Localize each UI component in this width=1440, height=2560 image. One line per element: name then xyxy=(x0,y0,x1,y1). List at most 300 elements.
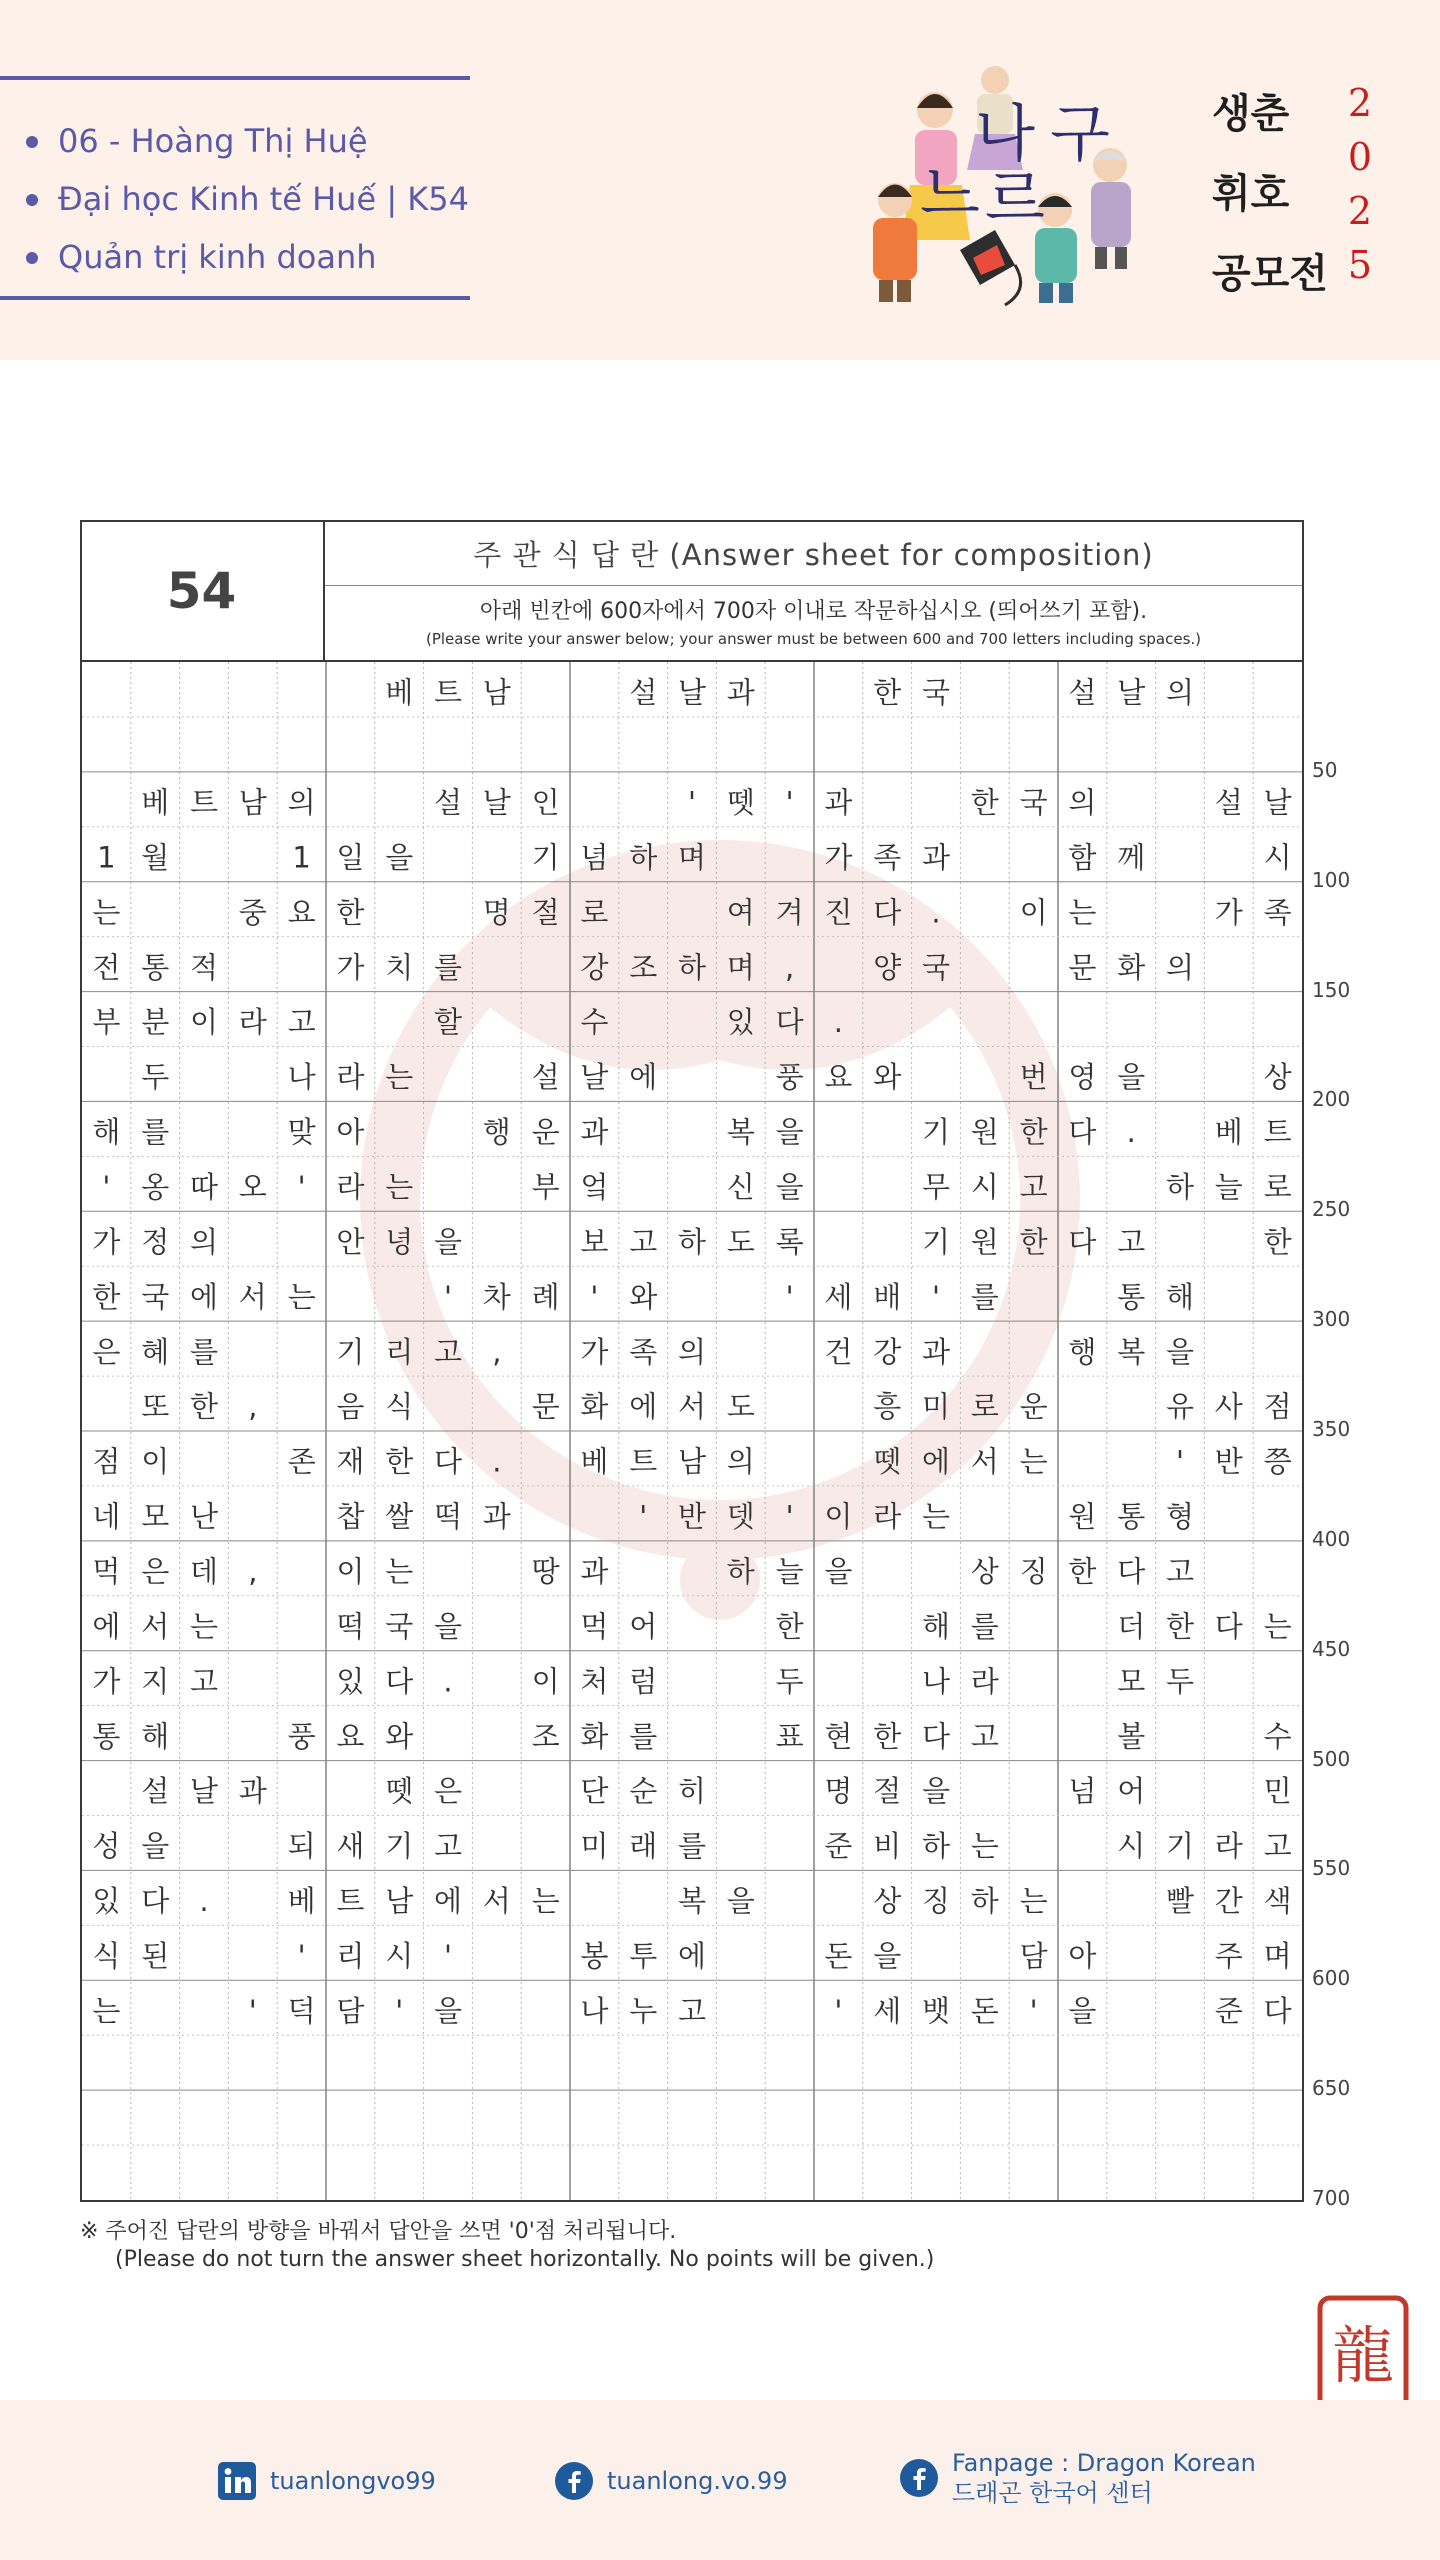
answer-char: 는 xyxy=(531,1884,560,1919)
answer-char: 차 xyxy=(482,1279,511,1314)
answer-char: 형 xyxy=(1165,1499,1195,1534)
answer-char: 이 xyxy=(336,1554,365,1589)
answer-char: 모 xyxy=(1117,1664,1146,1699)
answer-char: 는 xyxy=(1019,1444,1048,1479)
answer-char: . xyxy=(1126,1115,1136,1150)
answer-char: , xyxy=(248,1389,258,1424)
answer-char: 더 xyxy=(1117,1609,1146,1644)
answer-char: 고 xyxy=(1019,1170,1048,1205)
answer-char: 녕 xyxy=(385,1224,414,1259)
answer-char: 1 xyxy=(292,840,311,875)
sheet-notice xyxy=(80,2218,934,2274)
answer-char: 족 xyxy=(1263,895,1292,930)
line-count-mark: 400 xyxy=(1312,1526,1351,1551)
answer-char: 표 xyxy=(775,1719,804,1754)
answer-char: 떡 xyxy=(336,1609,365,1644)
answer-char: 준 xyxy=(824,1829,853,1864)
answer-char: 넘 xyxy=(1068,1774,1097,1809)
answer-char: 남 xyxy=(482,675,511,710)
answer-char: 라 xyxy=(970,1664,999,1699)
answer-char: 서 xyxy=(482,1884,511,1919)
answer-char: 가 xyxy=(336,950,365,985)
instruction-korean: 아래 빈칸에 600자에서 700자 이내로 작문하십시오 (띄어쓰기 포함). xyxy=(479,599,1148,624)
facebook-icon xyxy=(555,2462,593,2500)
answer-char: 기 xyxy=(385,1829,414,1864)
answer-char: 리 xyxy=(385,1334,414,1369)
answer-char: 이 xyxy=(189,1005,219,1040)
answer-char: 반 xyxy=(677,1499,707,1534)
answer-sheet-title: 주 관 식 답 란 (Answer sheet for composition) xyxy=(325,522,1302,586)
answer-char: 기 xyxy=(336,1334,365,1369)
answer-char: 을 xyxy=(726,1884,755,1919)
answer-char: 고 xyxy=(1165,1554,1195,1589)
answer-char: 트 xyxy=(189,785,219,820)
answer-char: 에 xyxy=(92,1609,121,1644)
answer-char: 명 xyxy=(824,1774,853,1809)
line-count-mark: 450 xyxy=(1312,1636,1351,1661)
answer-char: 정 xyxy=(141,1224,170,1259)
answer-char: 다 xyxy=(385,1664,414,1699)
answer-char: 라 xyxy=(336,1060,365,1095)
answer-char: 고 xyxy=(287,1005,316,1040)
answer-char: 고 xyxy=(1117,1224,1146,1259)
answer-char: 통 xyxy=(1117,1279,1146,1314)
answer-char: 와 xyxy=(873,1060,902,1095)
answer-char: 점 xyxy=(1263,1389,1292,1424)
answer-char: 히 xyxy=(677,1774,707,1809)
answer-char: 담 xyxy=(336,1993,365,2028)
answer-char: 를 xyxy=(970,1609,999,1644)
answer-char: 다 xyxy=(873,895,902,930)
answer-char: 설 xyxy=(531,1060,560,1095)
answer-char: 상 xyxy=(873,1884,902,1919)
answer-char: 을 xyxy=(1068,1993,1097,2028)
answer-char: 하 xyxy=(970,1884,999,1919)
answer-char: 수 xyxy=(1263,1719,1292,1754)
answer-char: 남 xyxy=(238,785,267,820)
logo-letter: 르 xyxy=(985,162,1045,235)
answer-char: 혜 xyxy=(141,1334,170,1369)
answer-char: 며 xyxy=(726,950,755,985)
answer-char: 서 xyxy=(141,1609,170,1644)
answer-char: 요 xyxy=(336,1719,365,1754)
answer-char: 해 xyxy=(921,1609,951,1644)
answer-char: 누 xyxy=(629,1993,658,2028)
answer-char: 고 xyxy=(433,1334,463,1369)
instruction-english: (Please write your answer below; your answer must be between 600 and 700 letters including spaces.) xyxy=(425,630,1202,648)
participant-info xyxy=(22,112,469,286)
answer-char: 번 xyxy=(1019,1060,1048,1095)
answer-char: 과 xyxy=(726,675,755,710)
answer-char: 고 xyxy=(433,1829,463,1864)
fanpage-korean-name: 드래곤 한국어 센터 xyxy=(952,2479,1153,2507)
answer-char: 의 xyxy=(1165,675,1195,710)
answer-char: 국 xyxy=(385,1609,414,1644)
answer-char: 아 xyxy=(1068,1939,1097,1974)
answer-char: 는 xyxy=(92,1993,121,2028)
answer-char: 에 xyxy=(433,1884,463,1919)
answer-char: ' xyxy=(1176,1444,1184,1479)
answer-char: 배 xyxy=(873,1279,902,1314)
answer-char: 록 xyxy=(775,1224,804,1259)
answer-char: 의 xyxy=(726,1444,755,1479)
answer-char: 떡 xyxy=(433,1499,463,1534)
answer-char: 나 xyxy=(287,1060,316,1095)
answer-char: 뗏 xyxy=(385,1774,414,1809)
answer-char: 고 xyxy=(677,1993,707,2028)
answer-char: 징 xyxy=(1019,1554,1048,1589)
answer-char: 안 xyxy=(336,1224,365,1259)
answer-char: 럼 xyxy=(629,1664,658,1699)
answer-char: 맞 xyxy=(287,1115,316,1150)
answer-char: 국 xyxy=(1019,785,1048,820)
answer-char: 영 xyxy=(1068,1060,1097,1095)
answer-char: 는 xyxy=(287,1279,316,1314)
answer-char: 는 xyxy=(92,895,121,930)
logo-letter: 느 xyxy=(920,157,980,230)
answer-char: 덕 xyxy=(287,1993,316,2028)
answer-char: 네 xyxy=(92,1499,121,1534)
answer-char: 유 xyxy=(1165,1389,1195,1424)
divider-top xyxy=(0,76,470,80)
answer-char: 비 xyxy=(873,1829,902,1864)
answer-char: 문 xyxy=(531,1389,560,1424)
contest-title-line: 공모전 xyxy=(1212,250,1328,297)
year-digit: 0 xyxy=(1347,135,1373,179)
answer-char: 국 xyxy=(921,950,951,985)
answer-char: 화 xyxy=(580,1389,609,1424)
fanpage-name: Fanpage : Dragon Korean xyxy=(952,2449,1256,2477)
question-number: 54 xyxy=(80,522,325,660)
year-digit: 5 xyxy=(1347,243,1373,287)
answer-char: 로 xyxy=(970,1389,999,1424)
answer-char: 를 xyxy=(189,1334,219,1369)
contest-title-line: 휘호 xyxy=(1212,170,1290,217)
answer-char: 절 xyxy=(873,1774,902,1809)
answer-char: 은 xyxy=(141,1554,170,1589)
answer-char: 미 xyxy=(580,1829,609,1864)
answer-char: 있 xyxy=(92,1884,121,1919)
answer-char: 기 xyxy=(531,840,560,875)
answer-char: 하 xyxy=(1165,1170,1195,1205)
answer-char: 하 xyxy=(921,1829,951,1864)
answer-char: 을 xyxy=(385,840,414,875)
answer-char: ' xyxy=(785,785,794,820)
answer-char: 날 xyxy=(1117,675,1146,710)
answer-char: 단 xyxy=(580,1774,609,1809)
answer-char: 라 xyxy=(336,1170,365,1205)
answer-char: 늘 xyxy=(1214,1170,1243,1205)
answer-char: ' xyxy=(834,1993,843,2028)
answer-char: 명 xyxy=(482,895,511,930)
answer-char: 의 xyxy=(287,785,316,820)
answer-char: 상 xyxy=(970,1554,999,1589)
answer-char: 은 xyxy=(433,1774,463,1809)
answer-char: 가 xyxy=(1214,895,1243,930)
answer-char: . xyxy=(931,895,941,930)
answer-char: 해 xyxy=(1165,1279,1195,1314)
answer-char: 기 xyxy=(921,1224,951,1259)
answer-char: 에 xyxy=(677,1939,707,1974)
answer-char: 겨 xyxy=(775,895,804,930)
answer-char: 설 xyxy=(1068,675,1097,710)
answer-char: 가 xyxy=(580,1334,609,1369)
answer-char: 고 xyxy=(970,1719,999,1754)
answer-char: 국 xyxy=(921,675,951,710)
answer-char: 을 xyxy=(141,1829,170,1864)
answer-char: 한 xyxy=(92,1279,121,1314)
answer-char: 어 xyxy=(1117,1774,1146,1809)
answer-char: 족 xyxy=(873,840,902,875)
answer-char: 는 xyxy=(189,1609,219,1644)
answer-char: 재 xyxy=(336,1444,365,1479)
answer-char: 을 xyxy=(775,1115,804,1150)
facebook-link[interactable] xyxy=(555,2462,788,2500)
answer-char: 다 xyxy=(433,1444,463,1479)
answer-char: 을 xyxy=(824,1554,853,1589)
answer-char: 한 xyxy=(1019,1115,1048,1150)
answer-char: 복 xyxy=(677,1884,707,1919)
answer-char: 시 xyxy=(970,1170,999,1205)
answer-char: 은 xyxy=(92,1334,121,1369)
svg-text:龍: 龍 xyxy=(1331,2319,1395,2392)
answer-char: 로 xyxy=(580,895,609,930)
answer-char: 복 xyxy=(1117,1334,1146,1369)
answer-char: 을 xyxy=(433,1993,463,2028)
answer-char: 화 xyxy=(580,1719,609,1754)
header xyxy=(0,0,1440,360)
answer-char: 나 xyxy=(580,1993,609,2028)
answer-char: . xyxy=(833,1005,844,1040)
notice-english: (Please do not turn the answer sheet horizontally. No points will be given.) xyxy=(115,2247,935,2272)
answer-char: 날 xyxy=(482,785,511,820)
answer-char: 수 xyxy=(580,1005,609,1040)
answer-char: 남 xyxy=(677,1444,707,1479)
answer-char: 며 xyxy=(1263,1939,1292,1974)
answer-char: ' xyxy=(444,1939,452,1974)
answer-char: 을 xyxy=(775,1170,804,1205)
answer-char: 볼 xyxy=(1117,1719,1146,1754)
answer-char: 을 xyxy=(1117,1060,1146,1095)
answer-char: 라 xyxy=(873,1499,902,1534)
answer-char: 다 xyxy=(1117,1554,1146,1589)
fanpage-link[interactable] xyxy=(900,2448,1256,2508)
line-count-mark: 200 xyxy=(1312,1087,1351,1112)
answer-char: 베 xyxy=(580,1444,609,1479)
answer-char: 다 xyxy=(1068,1224,1097,1259)
answer-char: 에 xyxy=(629,1060,658,1095)
answer-char: 해 xyxy=(141,1719,170,1754)
answer-char: 복 xyxy=(726,1115,755,1150)
answer-char: 가 xyxy=(824,840,853,875)
contest-title xyxy=(1212,74,1328,314)
answer-char: 적 xyxy=(189,950,219,985)
answer-char: 와 xyxy=(629,1279,658,1314)
answer-char: 를 xyxy=(677,1829,707,1864)
answer-char: 일 xyxy=(336,840,365,875)
answer-char: 를 xyxy=(970,1279,999,1314)
answer-char: 의 xyxy=(677,1334,707,1369)
answer-char: 뱃 xyxy=(921,1993,951,2028)
answer-char: 인 xyxy=(531,785,560,820)
line-count-mark: 600 xyxy=(1312,1966,1351,1991)
answer-char: 과 xyxy=(580,1554,609,1589)
answer-char: 돈 xyxy=(824,1939,853,1974)
answer-char: 하 xyxy=(629,840,658,875)
answer-char: 함 xyxy=(1068,840,1097,875)
answer-char: ' xyxy=(297,1939,306,1974)
answer-char: 이 xyxy=(824,1499,853,1534)
answer-char: 미 xyxy=(921,1389,951,1424)
answer-char: ' xyxy=(590,1279,599,1314)
answer-char: 강 xyxy=(873,1334,902,1369)
answer-char: 새 xyxy=(336,1829,365,1864)
answer-char: 라 xyxy=(238,1005,267,1040)
answer-char: 투 xyxy=(629,1939,658,1974)
answer-char: ' xyxy=(1029,1993,1038,2028)
answer-char: 존 xyxy=(287,1444,316,1479)
answer-char: 하 xyxy=(677,1224,707,1259)
answer-char: 늘 xyxy=(775,1554,804,1589)
participant-id-name: 06 - Hoàng Thị Huệ xyxy=(22,112,469,170)
linkedin-icon xyxy=(218,2462,256,2500)
answer-char: 설 xyxy=(433,785,463,820)
answer-char: 부 xyxy=(531,1170,560,1205)
answer-char: 담 xyxy=(1019,1939,1048,1974)
answer-char: 과 xyxy=(921,840,951,875)
answer-char: 도 xyxy=(726,1224,755,1259)
answer-char: ' xyxy=(444,1279,452,1314)
answer-char: 한 xyxy=(189,1389,219,1424)
answer-char: 1 xyxy=(97,840,116,875)
answer-char: 찹 xyxy=(336,1499,365,1534)
answer-char: 기 xyxy=(921,1115,951,1150)
answer-char: 원 xyxy=(1068,1499,1097,1534)
answer-char: 시 xyxy=(1117,1829,1146,1864)
answer-char: 간 xyxy=(1214,1884,1243,1919)
answer-char: 의 xyxy=(1068,785,1097,820)
answer-char: 고 xyxy=(629,1224,658,1259)
answer-char: 이 xyxy=(1019,895,1048,930)
answer-char: 반 xyxy=(1214,1444,1243,1479)
answer-char: 한 xyxy=(385,1444,414,1479)
answer-char: 통 xyxy=(92,1719,121,1754)
answer-grid xyxy=(82,662,1302,2200)
answer-char: 을 xyxy=(873,1939,902,1974)
answer-char: 난 xyxy=(189,1499,219,1534)
answer-char: 건 xyxy=(824,1334,853,1369)
line-count-mark: 250 xyxy=(1312,1197,1351,1222)
answer-char: 다 xyxy=(921,1719,951,1754)
answer-char: 를 xyxy=(433,950,463,985)
answer-char: 지 xyxy=(141,1664,170,1699)
answer-char: 한 xyxy=(1068,1554,1097,1589)
answer-char: 한 xyxy=(873,1719,902,1754)
answer-char: 된 xyxy=(141,1939,170,1974)
linkedin-link[interactable] xyxy=(218,2462,436,2500)
answer-char: 식 xyxy=(92,1939,121,1974)
answer-char: 베 xyxy=(385,675,414,710)
answer-char: 베 xyxy=(287,1884,316,1919)
answer-char: 한 xyxy=(336,895,365,930)
contest-logo xyxy=(855,60,1165,310)
answer-char: 는 xyxy=(385,1554,414,1589)
answer-char: 먹 xyxy=(92,1554,121,1589)
answer-char: 기 xyxy=(1165,1829,1195,1864)
answer-char: 땅 xyxy=(531,1554,560,1589)
answer-char: 날 xyxy=(580,1060,609,1095)
answer-char: 봉 xyxy=(580,1939,609,1974)
answer-char: 과 xyxy=(482,1499,511,1534)
line-count-mark: 300 xyxy=(1312,1307,1351,1332)
answer-char: 서 xyxy=(970,1444,999,1479)
answer-char: . xyxy=(199,1884,209,1919)
divider-bottom xyxy=(0,296,470,300)
answer-char: 뗏 xyxy=(726,785,755,820)
linkedin-handle: tuanlongvo99 xyxy=(270,2467,436,2495)
answer-char: 점 xyxy=(92,1444,121,1479)
answer-char: 쯩 xyxy=(1263,1444,1292,1479)
answer-char: 트 xyxy=(1263,1115,1292,1150)
answer-char: 준 xyxy=(1214,1993,1243,2028)
answer-char: 쌀 xyxy=(385,1499,414,1534)
answer-char: 설 xyxy=(629,675,658,710)
answer-char: 운 xyxy=(1019,1389,1048,1424)
answer-char: 례 xyxy=(531,1279,560,1314)
answer-char: 다 xyxy=(141,1884,170,1919)
answer-char: 흥 xyxy=(873,1389,902,1424)
line-count-mark: 650 xyxy=(1312,2076,1351,2101)
answer-char: 풍 xyxy=(287,1719,316,1754)
answer-char: 보 xyxy=(580,1224,609,1259)
participant-university: Đại học Kinh tế Huế | K54 xyxy=(22,170,469,228)
answer-char: 강 xyxy=(580,950,609,985)
answer-char: 에 xyxy=(189,1279,219,1314)
answer-char: 리 xyxy=(336,1939,365,1974)
answer-char: 이 xyxy=(531,1664,560,1699)
answer-char: 풍 xyxy=(775,1060,804,1095)
answer-char: ' xyxy=(639,1499,648,1534)
answer-char: 트 xyxy=(336,1884,365,1919)
answer-char: 고 xyxy=(1263,1829,1292,1864)
answer-char: 한 xyxy=(1263,1224,1292,1259)
answer-char: 세 xyxy=(873,1993,902,2028)
line-count-mark: 550 xyxy=(1312,1856,1351,1881)
line-count-mark: 350 xyxy=(1312,1417,1351,1441)
answer-char: 다 xyxy=(1068,1115,1097,1150)
answer-char: 또 xyxy=(141,1389,170,1424)
answer-char: 념 xyxy=(580,840,609,875)
answer-char: ' xyxy=(785,1279,794,1314)
answer-char: 서 xyxy=(677,1389,707,1424)
answer-char: 시 xyxy=(1263,840,1292,875)
answer-char: 고 xyxy=(189,1664,219,1699)
answer-char: . xyxy=(443,1664,453,1699)
answer-char: 다 xyxy=(775,1005,804,1040)
answer-char: 한 xyxy=(1019,1224,1048,1259)
answer-char: 을 xyxy=(433,1609,463,1644)
answer-char: 는 xyxy=(385,1170,414,1205)
answer-char: 께 xyxy=(1117,840,1146,875)
logo-letter: 나 xyxy=(975,97,1035,170)
answer-char: ' xyxy=(102,1170,111,1205)
answer-char: 두 xyxy=(775,1664,804,1699)
answer-char: 라 xyxy=(1214,1829,1243,1864)
answer-char: 트 xyxy=(433,675,463,710)
answer-char: 을 xyxy=(921,1774,951,1809)
answer-char: 서 xyxy=(238,1279,267,1314)
answer-char: 행 xyxy=(1068,1334,1097,1369)
